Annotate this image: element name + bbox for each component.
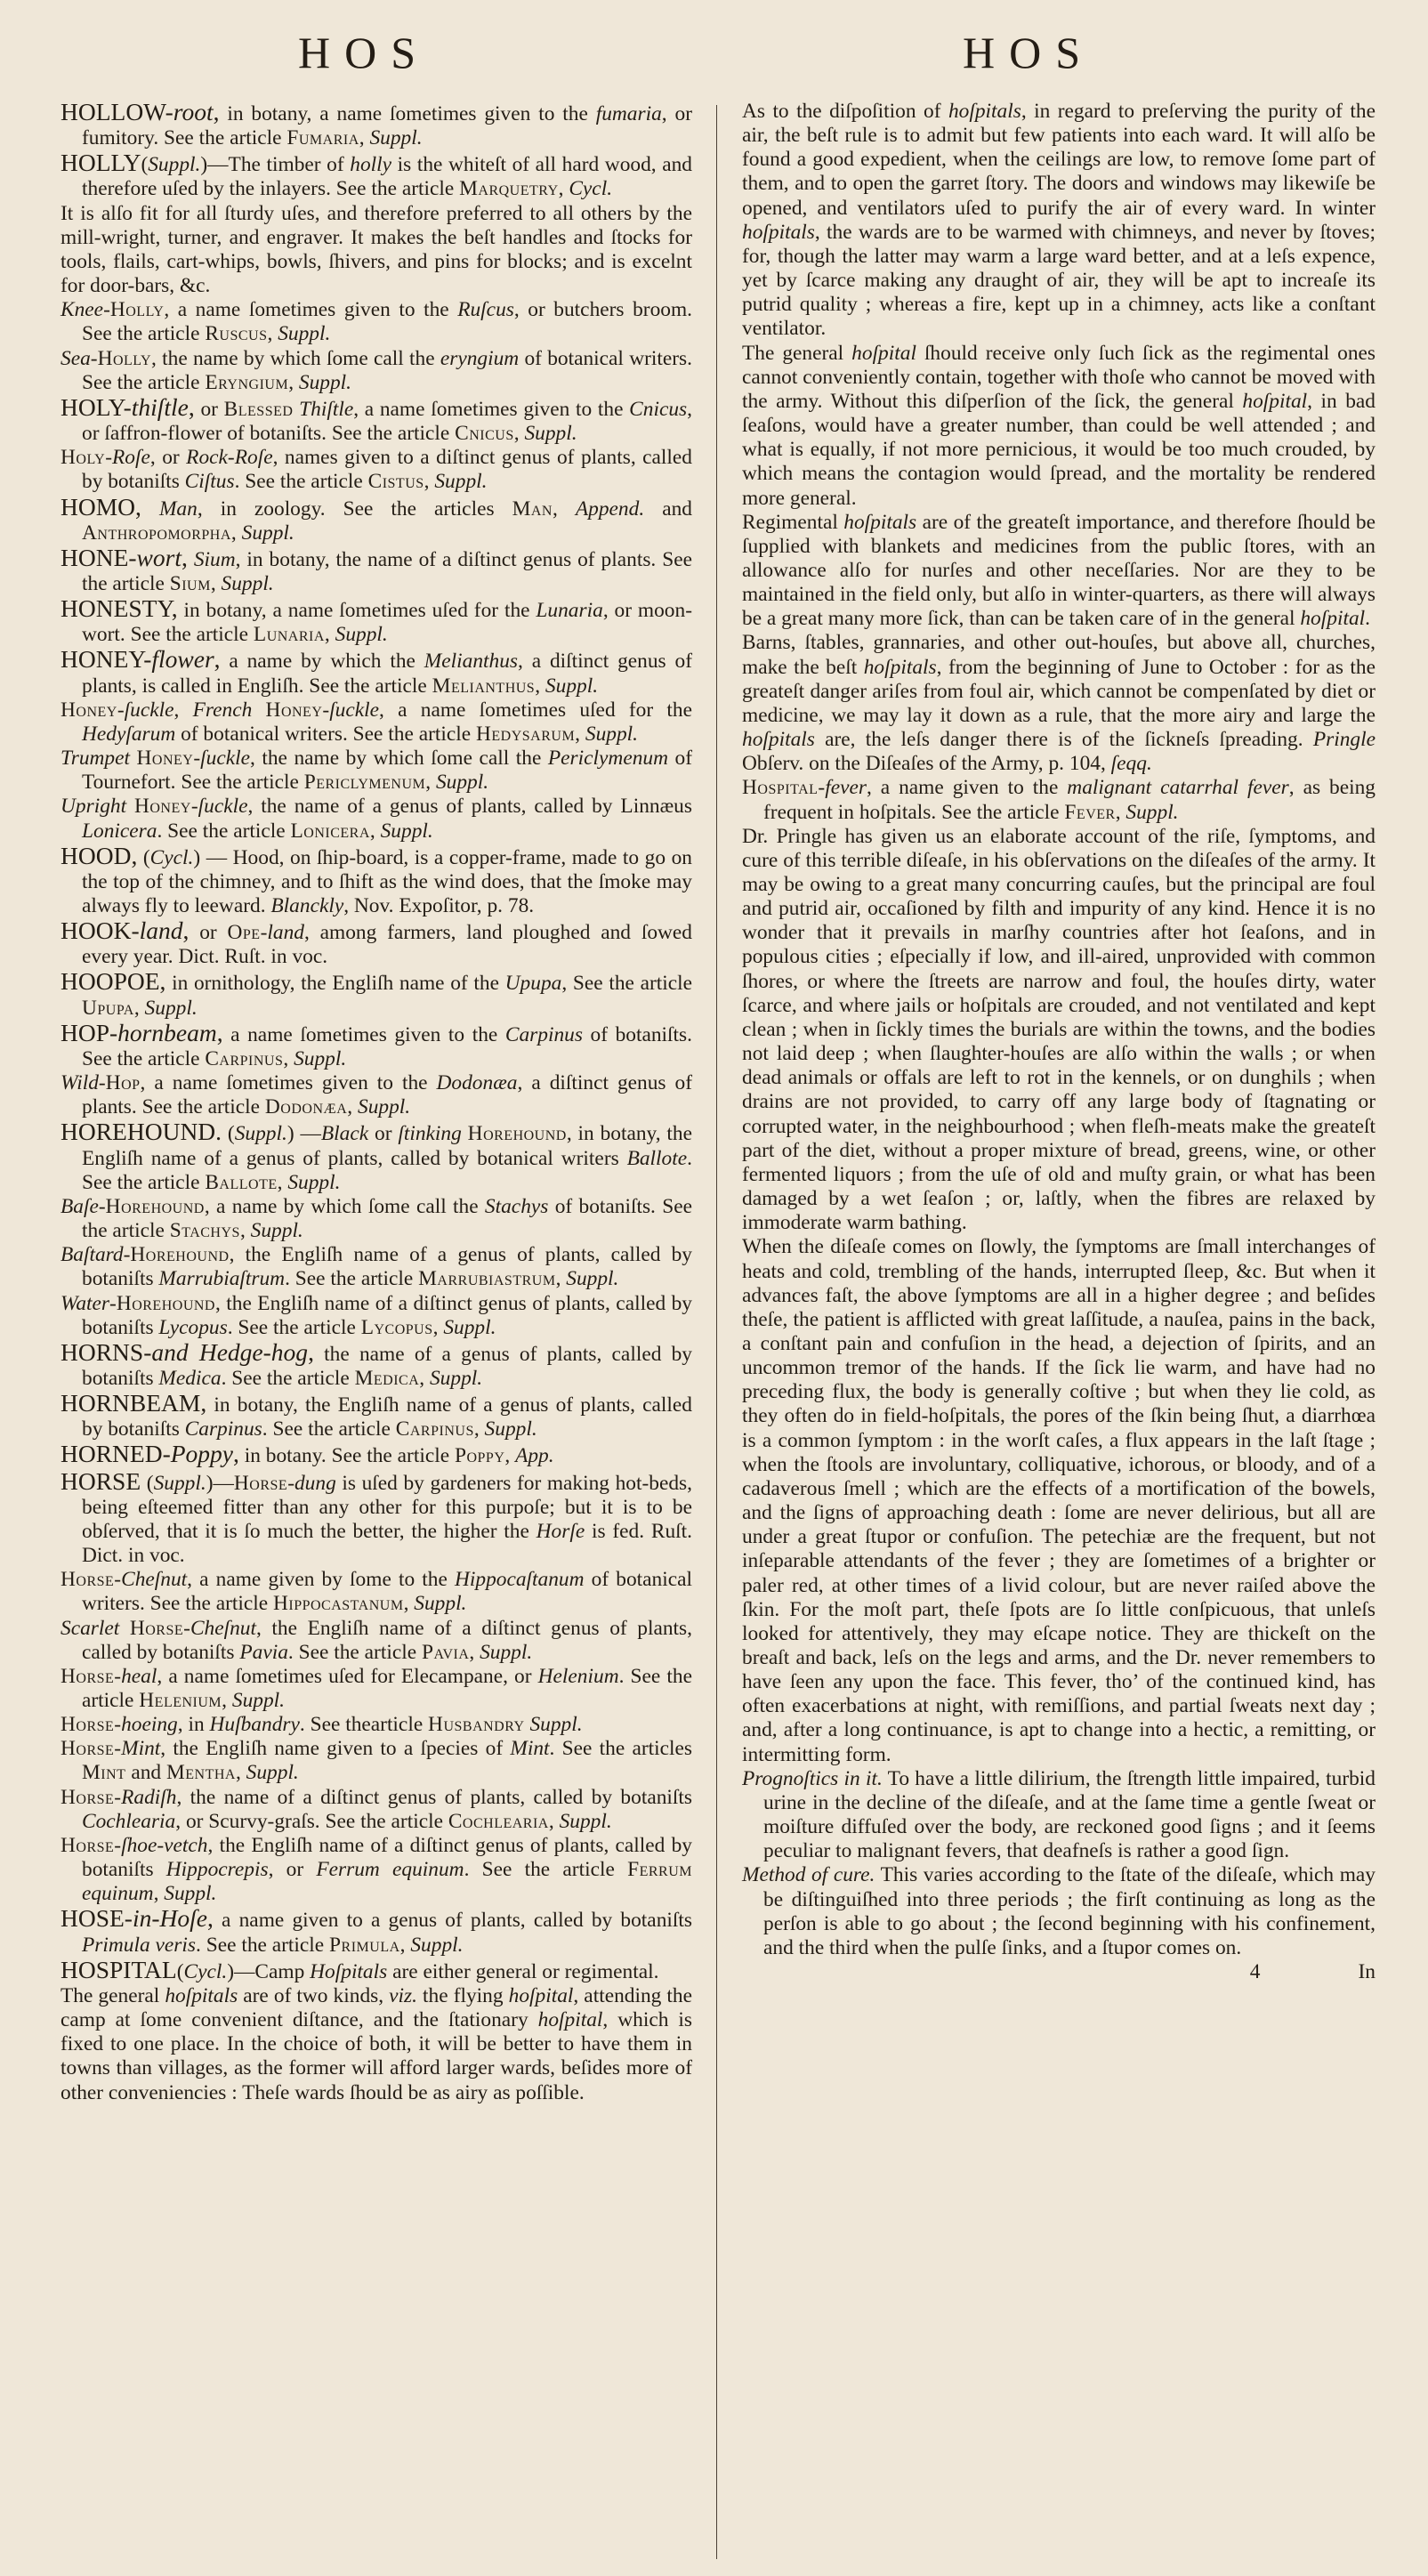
entry-paragraph: Regimental hoſpitals are of the greateſt importance, and therefore ſhould be ſupplied with blankets and medicines from the public ſtores, with an allowance alſo for nurſes and other neceſſaries. Nor are they to be maintained in the field only, but alſo in winter-quarters, as there will always be a great many more ſick, than can be taken care of in the general hoſpital.: [742, 510, 1376, 631]
dictionary-entry: Sea-Holly, the name by which ſome call the eryngium of botanical writers. See the article Eryngium, Suppl.: [61, 346, 692, 394]
dictionary-entry: Method of cure. This varies according to the ſtate of the diſeaſe, which may be diſtinguiſhed into three periods ; the firſt continuing as long as the perſon is able to go about ; the ſecond beginning with his confinement, and the third when the pulſe ſinks, and a ſtupor comes on.: [742, 1863, 1376, 1959]
dictionary-entry: Horse-ſhoe-vetch, the Engliſh name of a diſtinct genus of plants, called by botaniſts Hippocrepis, or Ferrum equinum. See the article Ferrum equinum, Suppl.: [61, 1833, 692, 1906]
dictionary-entry: HORNED-Poppy, in botany. See the article Poppy, App.: [61, 1440, 554, 1468]
dictionary-entry: Holy-Roſe, or Rock-Roſe, names given to a diſtinct genus of plants, called by botaniſts Ciſtus. See the article Cistus, Suppl.: [61, 446, 692, 494]
right-column: [742, 100, 1376, 1984]
dictionary-entry: Scarlet Horse-Cheſnut, the Engliſh name of a diſtinct genus of plants, called by botaniſts Pavia. See the article Pavia, Suppl.: [61, 1616, 692, 1664]
dictionary-entry: Baſe-Horehound, a name by which ſome call the Stachys of botaniſts. See the article Stachys, Suppl.: [61, 1194, 692, 1243]
dictionary-entry: Upright Honey-ſuckle, the name of a genus of plants, called by Linnæus Lonicera. See the article Lonicera, Suppl.: [61, 795, 692, 843]
dictionary-entry: Horse-hoeing, in Huſbandry. See thearticle Husbandry Suppl.: [61, 1713, 583, 1737]
dictionary-entry: Horse-heal, a name ſometimes uſed for Elecampane, or Helenium. See the article Helenium, Suppl.: [61, 1664, 692, 1712]
dictionary-entry: HORSE (Suppl.)—Horse-dung is uſed by gardeners for making hot-beds, being eſteemed fitter than any other for this purpoſe; but it is to be obſerved, that it is ſo much the better, the higher the Horſe is fed. Ruſt. Dict. in voc.: [61, 1466, 693, 1568]
entry-paragraph: It is alſo fit for all ſturdy uſes, and therefore preferred to all others by the mill-wright, turner, and engraver. It makes the beſt handles and ſtocks for tools, flails, cart-whips, bowls, ſhivers, and pins for blocks; and is excelnt for door-bars, &c.: [61, 201, 692, 298]
dictionary-entry: HONE-wort, Sium, in botany, the name of a diſtinct genus of plants. See the article Sium, Suppl.: [61, 543, 692, 595]
dictionary-entry: HOOPOE, in ornithology, the Engliſh name of the Upupa, See the article Upupa, Suppl.: [61, 967, 692, 1020]
dictionary-entry: HOLY-thiſtle, or Blessed Thiſtle, a name ſometimes given to the Cnicus, or ſaffron-flower of botaniſts. See the article Cnicus, Suppl.: [61, 392, 692, 446]
entry-paragraph: The general hoſpital ſhould receive only ſuch ſick as the regimental ones cannot conveniently contain, together with thoſe who cannot be moved with the army. Without this diſperſion of the ſick, the general hoſpital, in bad ſeaſons, would have a greater number, than could be well attended ; and what is equally, if not more pernicious, it would be too much crouded, by which means the contagion would ſpread, and the mortality be rendered more general.: [742, 341, 1376, 510]
entry-paragraph: Dr. Pringle has given us an elaborate account of the riſe, ſymptoms, and cure of this terrible diſeaſe, in his obſervations on the diſeaſes of the army. It may be owing to a great many concurring cauſes, but the principal are foul and putrid air, occaſioned by filth and impurity of any kind. Hence it is no wonder that it prevails in marſhy countries after hot ſeaſons, and in populous cities ; eſpecially if low, and ill-aired, unprovided with common ſhores, or where the ſtreets are narrow and foul, the houſes dirty, water ſcarce, and where jails or hoſpitals are crouded, and not ventilated and kept clean ; when in ſickly times the burials are within the towns, and the bodies not laid deep ; when ſlaughter-houſes are alſo within the walls ; or when dead animals or offals are left to rot in the kennels, or on dunghils ; when drains are not provided, to carry off any large body of ſtagnating or corrupted water, in the neighbourhood ; when fleſh-meats make the greateſt part of the diet, without a proper mixture of bread, greens, wine, or other fermented liquors ; from the uſe of old and muſty grain, or what has been damaged by a wet ſeaſon ; or, laſtly, when the fibres are relaxed by immoderate warm bathing.: [742, 824, 1376, 1235]
dictionary-entry: HOREHOUND. (Suppl.) —Black or ſtinking Horehound, in botany, the Engliſh name of a genus of plants, called by botanical writers Ballote. See the article Ballote, Suppl.: [61, 1118, 693, 1194]
dictionary-entry: HORNS-and Hedge-hog, the name of a genus of plants, called by botaniſts Medica. See the article Medica, Suppl.: [61, 1337, 692, 1390]
dictionary-entry: HOP-hornbeam, a name ſometimes given to the Carpinus of botaniſts. See the article Carpinus, Suppl.: [61, 1018, 693, 1070]
dictionary-entry: Knee-Holly, a name ſometimes given to the Ruſcus, or butchers broom. See the article Ruscus, Suppl.: [61, 298, 692, 346]
dictionary-entry: HOSE-in-Hoſe, a name given to a genus of plants, called by botaniſts Primula veris. See the article Primula, Suppl.: [61, 1904, 692, 1957]
dictionary-entry: HONESTY, in botany, a name ſometimes uſed for the Lunaria, or moon-wort. See the article Lunaria, Suppl.: [61, 594, 692, 647]
dictionary-entry: HOMO, Man, in zoology. See the articles Man, Append. and Anthropomorpha, Suppl.: [61, 492, 692, 545]
dictionary-entry: Horse-Radiſh, the name of a diſtinct genus of plants, called by botaniſts Cochlearia, or Scurvy-graſs. See the article Cochlearia, Suppl.: [61, 1785, 692, 1833]
dictionary-entry: Prognoſtics in it. To have a little dilirium, the ſtrength little impaired, turbid urine in the decline of the diſeaſe, and at the ſame time a gentle ſweat or moiſture diffuſed over the body, are reckoned good ſigns ; and it ſeems peculiar to malignant fevers, that deafneſs is rather a good ſign.: [742, 1766, 1376, 1863]
dictionary-entry: Baſtard-Horehound, the Engliſh name of a genus of plants, called by botaniſts Marrubiaſtrum. See the article Marrubiastrum, Suppl.: [61, 1243, 692, 1291]
dictionary-entry: Trumpet Honey-ſuckle, the name by which ſome call the Periclymenum of Tournefort. See the article Periclymenum, Suppl.: [61, 747, 692, 795]
dictionary-entry: Hospital-fever, a name given to the malignant catarrhal fever, as being frequent in hoſpitals. See the article Fever, Suppl.: [742, 776, 1376, 824]
dictionary-entry: HOLLY(Suppl.)—The timber of holly is the whiteſt of all hard wood, and therefore uſed by the inlayers. See the article Marquetry, Cycl.: [61, 149, 692, 201]
dictionary-entry: HORNBEAM, in botany, the Engliſh name of a genus of plants, called by botaniſts Carpinus. See the article Carpinus, Suppl.: [61, 1389, 692, 1441]
dictionary-entry: HOOK-land, or Ope-land, among farmers, land ploughed and ſowed every year. Dict. Ruſt. in voc.: [61, 917, 692, 969]
page-footer: [742, 1960, 1376, 1984]
entry-paragraph: As to the diſpoſition of hoſpitals, in regard to preſerving the purity of the air, the beſt rule is to admit but few patients into each ward. It will alſo be found a good expedient, when the ceilings are low, to remove ſome part of them, and to open the garret ſtory. The doors and windows may likewiſe be opened, and ventilators uſed to purify the air of every ward. In winter hoſpitals, the wards are to be warmed with chimneys, and never by ſtoves; for, though the latter may warm a large ward better, and at a leſs expence, yet by ſcarce making any draught of air, they will be apt to increaſe its putrid quality ; whereas a fire, kept up in a chimney, acts like a conſtant ventilator.: [742, 100, 1376, 341]
left-column: [61, 100, 692, 2105]
dictionary-entry: Horse-Cheſnut, a name given by ſome to the Hippocaſtanum of botanical writers. See the article Hippocastanum, Suppl.: [61, 1568, 692, 1616]
dictionary-entry: HOOD, (Cycl.) — Hood, on ſhip-board, is a copper-frame, made to go on the top of the chimney, and to ſhift as the wind does, that the ſmoke may always fly to leeward. Blanckly, Nov. Expoſitor, p. 78.: [61, 841, 692, 917]
catchword: In: [1358, 1960, 1376, 1984]
signature-mark: 4: [1249, 1960, 1261, 1984]
entry-paragraph: The general hoſpitals are of two kinds, viz. the flying hoſpital, attending the camp at ſome convenient diſtance, and the ſtationary hoſpital, which is fixed to one place. In the choice of both, it will be better to have them in towns than villages, as the former will afford larger wards, beſides more of other conveniencies : Theſe wards ſhould be as airy as poſſible.: [61, 1983, 692, 2104]
running-head-left: HOS: [298, 28, 431, 77]
running-head-right: HOS: [963, 28, 1095, 77]
dictionary-entry: HOSPITAL(Cycl.)—Camp Hoſpitals are either general or regimental.: [61, 1955, 659, 1983]
dictionary-entry: HOLLOW-root, in botany, a name ſometimes given to the fumaria, or fumitory. See the article Fumaria, Suppl.: [61, 98, 692, 150]
dictionary-entry: HONEY-flower, a name by which the Melianthus, a diſtinct genus of plants, is called in Engliſh. See the article Melianthus, Suppl.: [61, 645, 692, 698]
column-divider: [716, 105, 717, 2559]
entry-paragraph: Barns, ſtables, grannaries, and other out-houſes, but above all, churches, make the beſt hoſpitals, from the beginning of June to October : for as the greateſt danger ariſes from foul air, which cannot be compenſated by diet or medicine, we may lay it down as a rule, that the more airy and large the hoſpitals are, the leſs danger there is of the ſickneſs ſpreading. Pringle Obſerv. on the Diſeaſes of the Army, p. 104, ſeqq.: [742, 631, 1376, 776]
dictionary-entry: Water-Horehound, the Engliſh name of a diſtinct genus of plants, called by botaniſts Lycopus. See the article Lycopus, Suppl.: [61, 1291, 692, 1339]
dictionary-entry: Wild-Hop, a name ſometimes given to the Dodonæa, a diſtinct genus of plants. See the article Dodonæa, Suppl.: [61, 1071, 692, 1119]
dictionary-entry: Horse-Mint, the Engliſh name given to a ſpecies of Mint. See the articles Mint and Mentha, Suppl.: [61, 1737, 692, 1785]
entry-paragraph: When the diſeaſe comes on ſlowly, the ſymptoms are ſmall interchanges of heats and cold, trembling of the hands, interrupted ſleep, &c. But when it advances faſt, the above ſymptoms are all in a higher degree ; and beſides theſe, the patient is afflicted with great laſſitude, a nauſea, pains in the back, a conſtant pain and confuſion in the head, a dejection of ſpirits, and an uncommon tremor of the hands. If the ſick lie warm, and have had no preceding flux, the body is generally coſtive ; but when they lie cold, as they often do in field-hoſpitals, the pores of the ſkin being ſhut, a diarrhœa is a common ſymptom : in the worſt caſes, a flux appears in the laſt ſtage ; when the ſtools are involuntary, colliquative, ichorous, or bloody, and of a cadaverous ſmell ; which are the effects of a mortification of the bowels, and the ſigns of approaching death : ſome are never delirious, but all are under a great ſtupor or confuſion. The petechiæ are the frequent, but not inſeparable attendants of the fever ; they are ſometimes of a brighter or paler red, at other times of a livid colour, but are never raiſed above the ſkin. For the moſt part, theſe ſpots are ſo little conſpicuous, that unleſs looked for attentively, they may eſcape notice. They are thickeſt on the breaſt and back, leſs on the legs and arms, and the Dr. never remembers to have ſeen any upon the face. This fever, tho’ of the continued kind, has often exacerbations at night, with remiſſions, and partial ſweats next day ; and, after a long continuance, is apt to change into a hectic, a remitting, or intermitting form.: [742, 1235, 1376, 1766]
dictionary-entry: Honey-ſuckle, French Honey-ſuckle, a name ſometimes uſed for the Hedyſarum of botanical writers. See the article Hedysarum, Suppl.: [61, 698, 692, 746]
